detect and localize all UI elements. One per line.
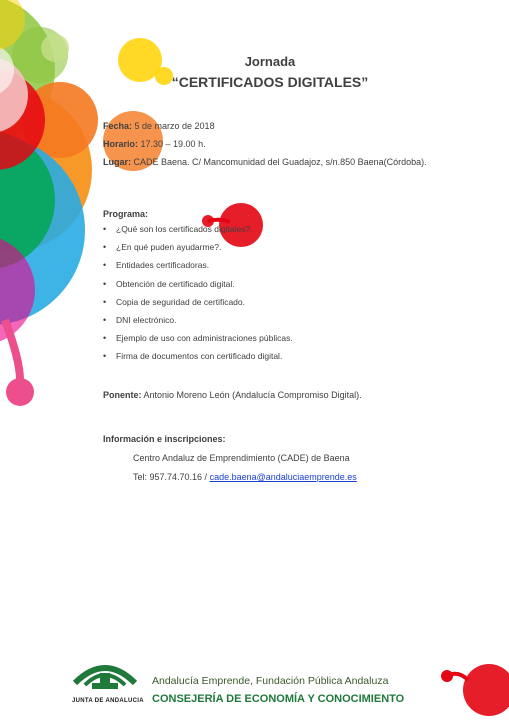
page-subtitle: “CERTIFICADOS DIGITALES” [171,74,369,90]
programa-heading: Programa: [103,209,149,219]
list-item: • Entidades certificadoras. [103,256,293,274]
list-item: • Obtención de certificado digital. [103,275,293,293]
list-item: • Ejemplo de uso con administraciones públicas. [103,329,293,347]
centro-text: Centro Andaluz de Emprendimiento (CADE) de Baena [133,453,350,463]
lugar-row [103,157,427,167]
info-heading: Información e inscripciones: [103,434,226,444]
programa-list [103,220,293,366]
lugar-value: CADE Baena. C/ Mancomunidad del Guadajoz, s/n.850 Baena(Córdoba). [131,157,427,167]
junta-label: JUNTA DE ANDALUCIA [72,698,144,704]
ponente-value: Antonio Moreno León (Andalucía Compromiso Digital). [141,390,362,400]
list-item: • Firma de documentos con certificado digital. [103,347,293,365]
fecha-label: Fecha: [103,121,133,131]
footer-organization: Andalucía Emprende, Fundación Pública Andaluza [152,675,389,687]
list-item: • DNI electrónico. [103,311,293,329]
page-title: Jornada [244,54,296,69]
fecha-row [103,121,215,131]
email-link[interactable]: cade.baena@andaluciaemprende.es [209,472,357,482]
ponente-label: Ponente: [103,390,142,400]
lugar-label: Lugar: [103,157,131,167]
ponente-row [103,390,362,400]
horario-value: 17.30 – 19.00 h. [138,139,206,149]
contact-row [133,472,357,482]
list-item: • ¿Qué son los certificados digitales?. [103,220,293,238]
phone-text: Tel: 957.74.70.16 / [133,472,210,482]
fecha-value: 5 de marzo de 2018 [132,121,215,131]
list-item: • Copia de seguridad de certificado. [103,293,293,311]
junta-andalucia-logo-icon [70,655,140,697]
horario-row [103,139,206,149]
horario-label: Horario: [103,139,139,149]
list-item: • ¿En qué puden ayudarme?. [103,238,293,256]
footer-consejeria: CONSEJERÍA DE ECONOMÍA Y CONOCIMIENTO [152,693,405,705]
